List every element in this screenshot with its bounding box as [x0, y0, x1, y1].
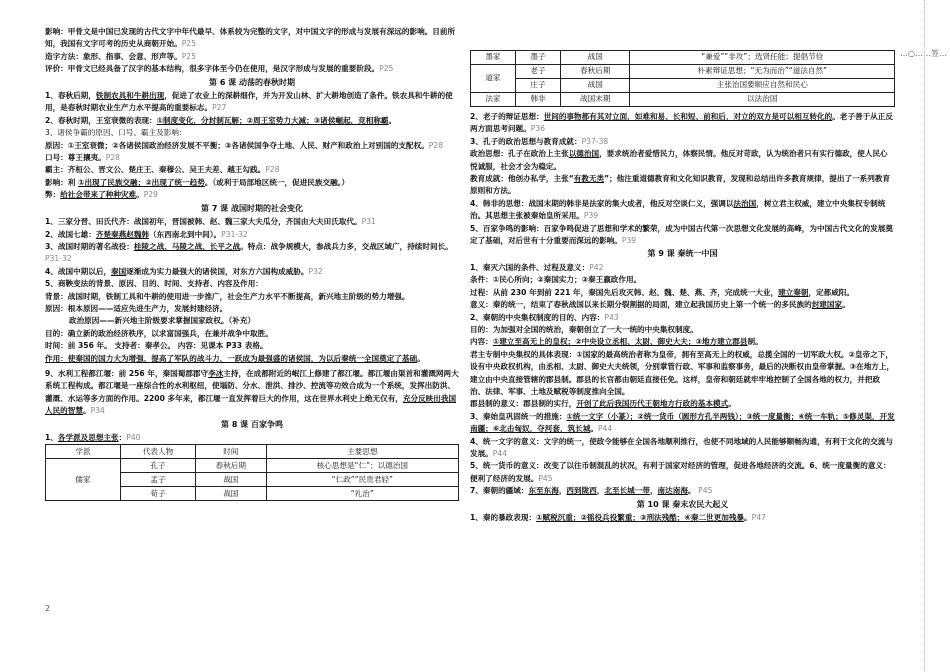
- oracle-evaluation: 评价：甲骨文已经具备了汉字的基本结构，很多字体至今仍在使用，是汉字形成与发展的重要阶段。P25: [45, 64, 394, 74]
- item-8-3-education: 教育成就：他创办私学，主张“有教无类”；他注重道德教育和文化知识教育，发现和总结出许多教育规律，提出了一系列教育原则和方法。: [470, 174, 891, 196]
- table-cell: 庄子: [516, 79, 561, 93]
- item-6-3-harm: 弊：给社会带来了种种灾难。P29: [45, 190, 158, 200]
- item-7-5-time: 时间：前 356 年。 支持者：秦孝公。 内容：见课本 P33 表格。: [45, 341, 268, 351]
- item-6-3-hegemons: 霸主：齐桓公、晋文公、楚庄王、秦穆公、吴王夫差、越王勾践。P28: [45, 165, 280, 175]
- table-cell: 主张治国要顺应自然和民心: [630, 79, 895, 93]
- table-cell-school: 墨家: [471, 51, 516, 65]
- item-7-5-cause: 原因：根本原因——适应先进生产力，发展封建经济。: [45, 303, 228, 313]
- item-9-2-details: 君主专制中央集权的具体表现：①国家的最高统治者称为皇帝，拥有至高无上的权威，总揽全国的一切军政大权。②皇帝之下，设有中央政权机构，由丞相、太尉、御史大夫统领，分别掌管行政、军事和监察事务，最后的决断权由皇帝掌握。③在地方上，建立由中央直接管辖的郡县制。郡县的长官都由朝廷直接任免。这样，皇帝和朝廷就牢牢地控制了全国各地的权力，并把政治、法律、军事、土地及赋税等制度推向全国。: [470, 349, 895, 396]
- table-cell: “礼治”: [266, 487, 458, 501]
- item-9-5: 5、统一货币的意义：改变了以往币制混乱的状况，有利于国家对经济的管理，促进各地经济的交流。6、统一度量衡的意义：便利了经济的发展。P45: [470, 461, 891, 483]
- item-7-5: 5、商鞅变法的背景、原因、目的、时间、支持者、内容及作用：: [45, 279, 263, 289]
- lesson-8-title: 第 8 课 百家争鸣: [221, 419, 283, 429]
- item-8-3-politics: 政治思想：孔子在政治上主张以德治国，要求统治者爱惜民力，体察民情。他反对苛政，认为统治者只有实行德政，使人民心悦诚服，社会才会为稳定。: [470, 149, 888, 171]
- item-7-3: 3、战国时期的著名战役：桂陵之战、马陵之战、长平之战。特点：战争规模大，参战兵力多，交战区域广，持续时间长。P31-32: [45, 241, 453, 264]
- table-cell-school: 儒家: [46, 459, 121, 501]
- oracle-influence: 影响：甲骨文是中国已发现的古代文字中年代最早、体系较为完整的文字，对中国文字的形成与发展有深远的影响。目前所知，我国有文字可考的历史从商朝开始。P25: [45, 27, 456, 49]
- item-6-3-cause: 原因：①王室衰微；②各诸侯国政治经济发展不平衡；③各诸侯国争夺土地、人民、财产和政治上对别国的支配权。P28: [45, 140, 444, 150]
- table-header: 代表人物: [121, 445, 196, 459]
- table-cell: 孔子: [121, 459, 196, 473]
- item-7-2: 2、战国七雄：齐楚秦燕赵魏韩（东西南北到中间）。P31-32: [45, 229, 248, 239]
- table-cell: “兼爱”“非攻”；选贤任能；提倡节俭: [630, 51, 895, 65]
- item-8-1: 1、各学派及思想主张：P40: [45, 433, 141, 442]
- item-8-4: 4、韩非的思想：战国末期的韩非是法家的集大成者，他反对空谈仁义，强调以法治国，树立君主权威，建立中央集权专制统治。其思想主张被秦始皇所采用。P39: [470, 198, 886, 221]
- lesson-6-title: 第 6 课 动荡的春秋时期: [209, 77, 295, 87]
- table-header: 学派: [46, 445, 121, 459]
- item-9-2-purpose: 目的：为加强对全国的统治，秦朝创立了一大一统的中央集权制度。: [470, 324, 698, 334]
- item-9-3: 3、秦始皇巩固统一的措施：①统一文字（小篆）；②统一货币（圆形方孔半两钱）；③统一度量衡；④统一车轨；⑤修灵渠，开发南疆；⑥北击匈奴，夺河套，筑长城。P44: [470, 411, 895, 434]
- table-cell: 战国: [196, 473, 267, 487]
- schools-table: [45, 444, 459, 501]
- item-9-2-content: 内容：①建立至高无上的皇权；②中央设立丞相、太尉、御史大夫；③地方建立郡县制。: [470, 337, 763, 347]
- table-cell-school: 法家: [471, 93, 516, 107]
- item-9-4: 4、统一文字的意义：文字的统一，使政令能够在全国各地顺利推行，也使不同地域的人民能够顺畅沟通，有利于文化的交流与发展。P44: [470, 436, 893, 458]
- page-number: 2: [45, 604, 51, 613]
- binding-dotted-line: [924, 0, 926, 672]
- table-cell: 以法治国: [630, 93, 895, 107]
- item-7-9: 9、水利工程都江堰：前 256 年，秦国蜀郡郡守李冰主持，在成都附近的岷江上修建了都江堰。都江堰由渠首和灌溉网两大系统工程构成。都江堰是一座综合性的水利枢纽，使塌防、分水、泄洪、排沙、控流等功效合成为一个系统，发挥出防洪、灌溉、水运等多方面的作用。2200 多年来，都江堰一直发挥着巨大的作用，这在世界水利史上绝无仅有，充分反映出我国人民的智慧。P34: [45, 368, 459, 416]
- table-cell-school: 道家: [471, 65, 516, 93]
- item-7-4: 4、战国中期以后，秦国逐渐成为实力最强大的诸侯国，对东方六国构成威胁。P32: [45, 266, 323, 276]
- item-7-5-effect: 作用：使秦国的国力大为增强，提高了军队的战斗力，一跃成为最强盛的诸侯国，为以后秦统一全国奠定了基础。: [45, 353, 425, 363]
- item-8-5: 5、百家争鸣的影响：百家争鸣促进了思想和学术的繁荣，成为中国古代第一次思想文化发展的高峰，为中国古代文化的发展奠定了基础，对后世有十分重要而深远的影响。P39: [470, 223, 893, 246]
- item-9-2: 2、秦朝的中央集权制度的目的、内容：P43: [470, 312, 619, 322]
- table-row: [46, 459, 459, 473]
- table-header: 主要思想: [266, 445, 458, 459]
- item-6-2: 2、春秋时期，王室衰微的表现：①制度变化，分封制瓦解；②周王室势力大减；③诸侯崛起，竞相称霸。: [45, 115, 397, 125]
- schools-table-continued: [470, 50, 895, 107]
- table-cell: 孟子: [121, 473, 196, 487]
- item-9-2-county-system: 郡县制的意义：郡县制的实行，开创了此后我国历代王朝地方行政的基本模式。: [470, 399, 736, 409]
- table-header: 时间: [196, 445, 267, 459]
- table-cell: 春秋后期: [561, 65, 630, 79]
- table-cell: 朴素辩证思想；“无为而治”“道法自然”: [630, 65, 895, 79]
- item-6-3-slogan: 口号：尊王攘夷。P28: [45, 153, 120, 163]
- item-7-1: 1、三家分晋、田氏代齐：战国初年，晋国被韩、赵、魏三家大夫瓜分，齐国由大夫田氏取代。P31: [45, 217, 376, 227]
- table-cell: 战国: [196, 487, 267, 501]
- lesson-10-title: 第 10 课 秦末农民大起义: [636, 499, 729, 509]
- table-cell: 春秋后期: [196, 459, 267, 473]
- table-row: [471, 65, 895, 79]
- lesson-9-title: 第 9 课 秦统一中国: [647, 249, 718, 259]
- item-6-3-benefit: 影响：利 ①出现了民族交融；②出现了统一趋势。（或利于局部地区统一，促进民族交融。）: [45, 177, 350, 187]
- oracle-methods: 造字方法：象形、指事、会意、形声等。P25: [45, 51, 196, 61]
- item-8-2: 2、老子的辩证思想：世间的事物都有其对立面，如难和易、长和短、前和后，对立的双方是可以相互转化的。老子善于从正反两方面思考问题。P36: [470, 112, 893, 134]
- item-6-3: 3、诸侯争霸的原因、口号、霸主及影响：: [45, 128, 187, 138]
- table-cell: 韩非: [516, 93, 561, 107]
- lesson-7-title: 第 7 课 战国时期的社会变化: [201, 203, 303, 213]
- right-column: [470, 50, 895, 524]
- item-10-1: 1、秦的暴政表现：①赋税沉重；②徭役兵役繁重；③刑法残酷；④秦二世更加残暴。P47: [470, 513, 766, 522]
- item-8-3: 3、孔子的政治思想与教育成就：P37-38: [470, 136, 609, 146]
- table-header-row: [46, 445, 459, 459]
- item-9-1-conditions: 条件：①民心所向；②秦国实力；③秦王嬴政作用。: [470, 275, 642, 285]
- table-row: [471, 51, 895, 65]
- item-9-1-significance: 意义：秦的统一，结束了春秋战国以来长期分裂割据的局面，建立起我国历史上第一个统一的多民族的封建国家。: [470, 300, 850, 310]
- item-6-1: 1、春秋后期，铁制农具和牛耕出现，促进了农业上的深耕细作，并为开发山林、扩大耕地创造了条件。铁农具和牛耕的使用，是春秋时期农业生产力水平提高的重要标志。P27: [45, 91, 453, 113]
- item-9-1: 1、秦灭六国的条件、过程及意义：P42: [470, 262, 604, 272]
- item-7-5-political: 政治原因——新兴地主阶级要求掌握国家政权。（补充）: [69, 316, 256, 326]
- item-9-7: 7、秦朝的疆域：东至东海，西到陇西，北至长城一带，南达南海。 P45: [470, 486, 713, 496]
- table-cell: 战国末期: [561, 93, 630, 107]
- item-7-5-purpose: 目的：确立新的政治经济秩序，以求富国强兵，在兼并战争中取胜。: [45, 328, 273, 338]
- table-cell: 墨子: [516, 51, 561, 65]
- left-column: [45, 26, 459, 501]
- table-cell: 核心思想是“仁”；以德治国: [266, 459, 458, 473]
- item-9-1-process: 过程：从前 230 年到前 221 年，秦国先后攻灭韩、赵、魏、楚、燕、齐，完成统一大业，建立秦朝，定都咸阳。: [470, 287, 854, 297]
- item-7-5-background: 背景：战国时期，铁制工具和牛耕的使用进一步推广，社会生产力水平不断提高，新兴地主阶级的势力增强。: [45, 291, 410, 301]
- table-cell: 战国: [561, 79, 630, 93]
- table-cell: 战国: [561, 51, 630, 65]
- table-cell: 荀子: [121, 487, 196, 501]
- table-row: [471, 79, 895, 93]
- table-row: [471, 93, 895, 107]
- table-cell: 老子: [516, 65, 561, 79]
- binding-edge-text: …○……签…: [900, 49, 947, 58]
- table-cell: “仁政”“民贵君轻”: [266, 473, 458, 487]
